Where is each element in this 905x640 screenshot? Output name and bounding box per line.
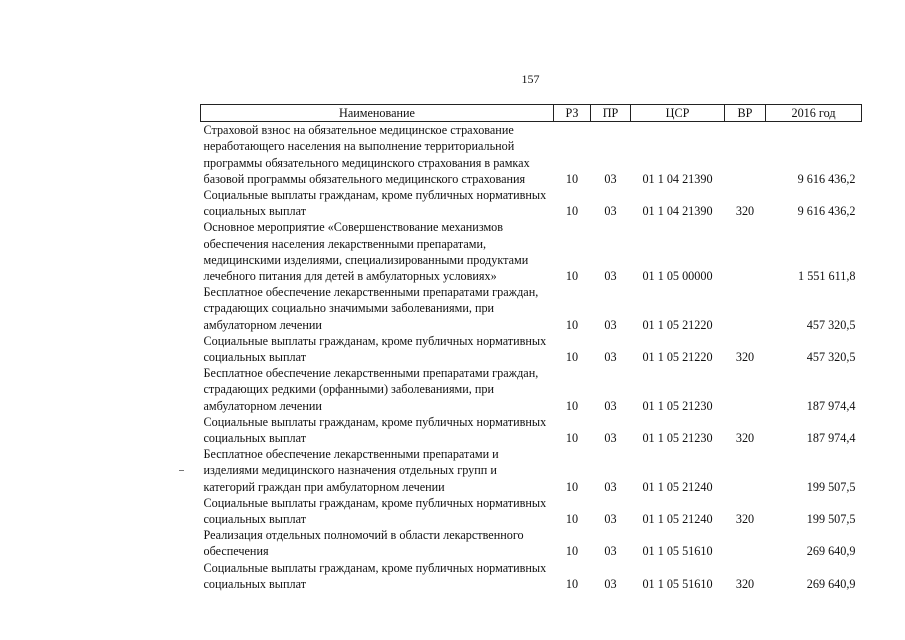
cell-pr: 03	[604, 204, 617, 219]
cell-csr: 01 1 04 21390	[642, 204, 713, 219]
cell-amount: 187 974,4	[806, 431, 856, 446]
cell-name: Социальные выплаты гражданам, кроме публичных нормативных социальных выплат	[203, 414, 547, 446]
cell-rz: 10	[565, 544, 579, 559]
cell-csr: 01 1 05 51610	[642, 576, 713, 591]
table-row	[201, 187, 862, 219]
cell-rz: 10	[565, 431, 579, 446]
table-row	[201, 446, 862, 495]
cell-amount: 457 320,5	[806, 317, 856, 332]
cell-amount: 199 507,5	[806, 512, 856, 527]
cell-vr	[725, 527, 766, 559]
table-header	[201, 105, 862, 122]
cell-amount: 269 640,9	[806, 576, 856, 591]
cell-vr: 320	[735, 431, 755, 446]
cell-name: Бесплатное обеспечение лекарственными препаратами и изделиями медицинского назначения отдельных групп и категорий граждан при амбулаторном лечении	[203, 447, 499, 494]
cell-csr: 01 1 05 21240	[642, 512, 713, 527]
cell-vr	[725, 122, 766, 187]
cell-csr: 01 1 05 21220	[642, 317, 713, 332]
cell-pr: 03	[604, 479, 617, 494]
table-row	[201, 495, 862, 527]
cell-name: Бесплатное обеспечение лекарственными препаратами граждан, страдающих социально значимыми заболеваниями, при амбулаторном лечении	[203, 285, 539, 332]
table-row	[201, 527, 862, 559]
table-row	[201, 365, 862, 414]
cell-vr: 320	[735, 350, 755, 365]
cell-csr: 01 1 05 51610	[642, 544, 713, 559]
cell-name: Бесплатное обеспечение лекарственными препаратами граждан, страдающих редкими (орфанными) заболеваниями, при амбулаторном лечении	[203, 366, 539, 413]
cell-csr: 01 1 05 21230	[642, 431, 713, 446]
header-name: Наименование	[201, 105, 554, 122]
cell-pr: 03	[604, 317, 617, 332]
header-pr: ПР	[591, 105, 631, 122]
cell-rz: 10	[565, 512, 579, 527]
table-row	[201, 284, 862, 333]
cell-pr: 03	[604, 544, 617, 559]
cell-csr: 01 1 05 21240	[642, 479, 713, 494]
cell-rz: 10	[565, 350, 579, 365]
cell-vr: 320	[735, 576, 755, 591]
cell-amount: 9 616 436,2	[797, 171, 856, 186]
cell-rz: 10	[565, 171, 579, 186]
cell-amount: 457 320,5	[806, 350, 856, 365]
cell-vr	[725, 365, 766, 414]
cell-vr: 320	[735, 512, 755, 527]
cell-pr: 03	[604, 512, 617, 527]
cell-vr	[725, 284, 766, 333]
cell-csr: 01 1 05 21220	[642, 350, 713, 365]
cell-rz: 10	[565, 317, 579, 332]
cell-amount: 187 974,4	[806, 398, 856, 413]
cell-pr: 03	[604, 171, 617, 186]
margin-mark	[179, 470, 184, 471]
cell-pr: 03	[604, 269, 617, 284]
cell-name: Социальные выплаты гражданам, кроме публичных нормативных социальных выплат	[203, 495, 547, 527]
cell-vr: 320	[735, 204, 755, 219]
cell-rz: 10	[565, 479, 579, 494]
cell-csr: 01 1 04 21390	[642, 171, 713, 186]
header-csr: ЦСР	[631, 105, 725, 122]
table-row	[201, 122, 862, 187]
cell-amount: 199 507,5	[806, 479, 856, 494]
table-row	[201, 333, 862, 365]
cell-amount: 1 551 611,8	[798, 269, 856, 284]
cell-rz: 10	[565, 204, 579, 219]
cell-rz: 10	[565, 576, 579, 591]
table-body	[201, 122, 862, 592]
cell-amount: 9 616 436,2	[797, 204, 856, 219]
cell-name: Страховой взнос на обязательное медицинское страхование неработающего населения на выполнение территориальной программы обязательного медицинского страхования в рамках базовой программы обязательного медицинского страхования	[203, 123, 530, 186]
cell-pr: 03	[604, 350, 617, 365]
table-row	[201, 560, 862, 592]
cell-vr	[725, 446, 766, 495]
cell-vr	[725, 219, 766, 284]
cell-pr: 03	[604, 398, 617, 413]
cell-rz: 10	[565, 398, 579, 413]
cell-csr: 01 1 05 21230	[642, 398, 713, 413]
cell-name: Социальные выплаты гражданам, кроме публичных нормативных социальных выплат	[203, 560, 547, 591]
cell-name: Социальные выплаты гражданам, кроме публичных нормативных социальных выплат	[203, 333, 547, 365]
cell-name: Реализация отдельных полномочий в области лекарственного обеспечения	[203, 528, 524, 559]
table-row	[201, 219, 862, 284]
cell-rz: 10	[565, 269, 579, 284]
header-row	[201, 105, 862, 122]
cell-pr: 03	[604, 576, 617, 591]
table-row	[201, 414, 862, 446]
budget-table	[200, 104, 862, 592]
header-vr: ВР	[725, 105, 766, 122]
cell-csr: 01 1 05 00000	[642, 269, 713, 284]
cell-pr: 03	[604, 431, 617, 446]
header-rz: РЗ	[554, 105, 591, 122]
cell-name: Основное мероприятие «Совершенствование механизмов обеспечения населения лекарственными препаратами, медицинскими изделиями, специализированными продуктами лечебного питания для детей в амбулаторных условиях»	[203, 220, 529, 284]
page-number: 157	[521, 72, 540, 86]
cell-name: Социальные выплаты гражданам, кроме публичных нормативных социальных выплат	[203, 188, 547, 219]
header-year: 2016 год	[766, 105, 862, 122]
cell-amount: 269 640,9	[806, 544, 856, 559]
